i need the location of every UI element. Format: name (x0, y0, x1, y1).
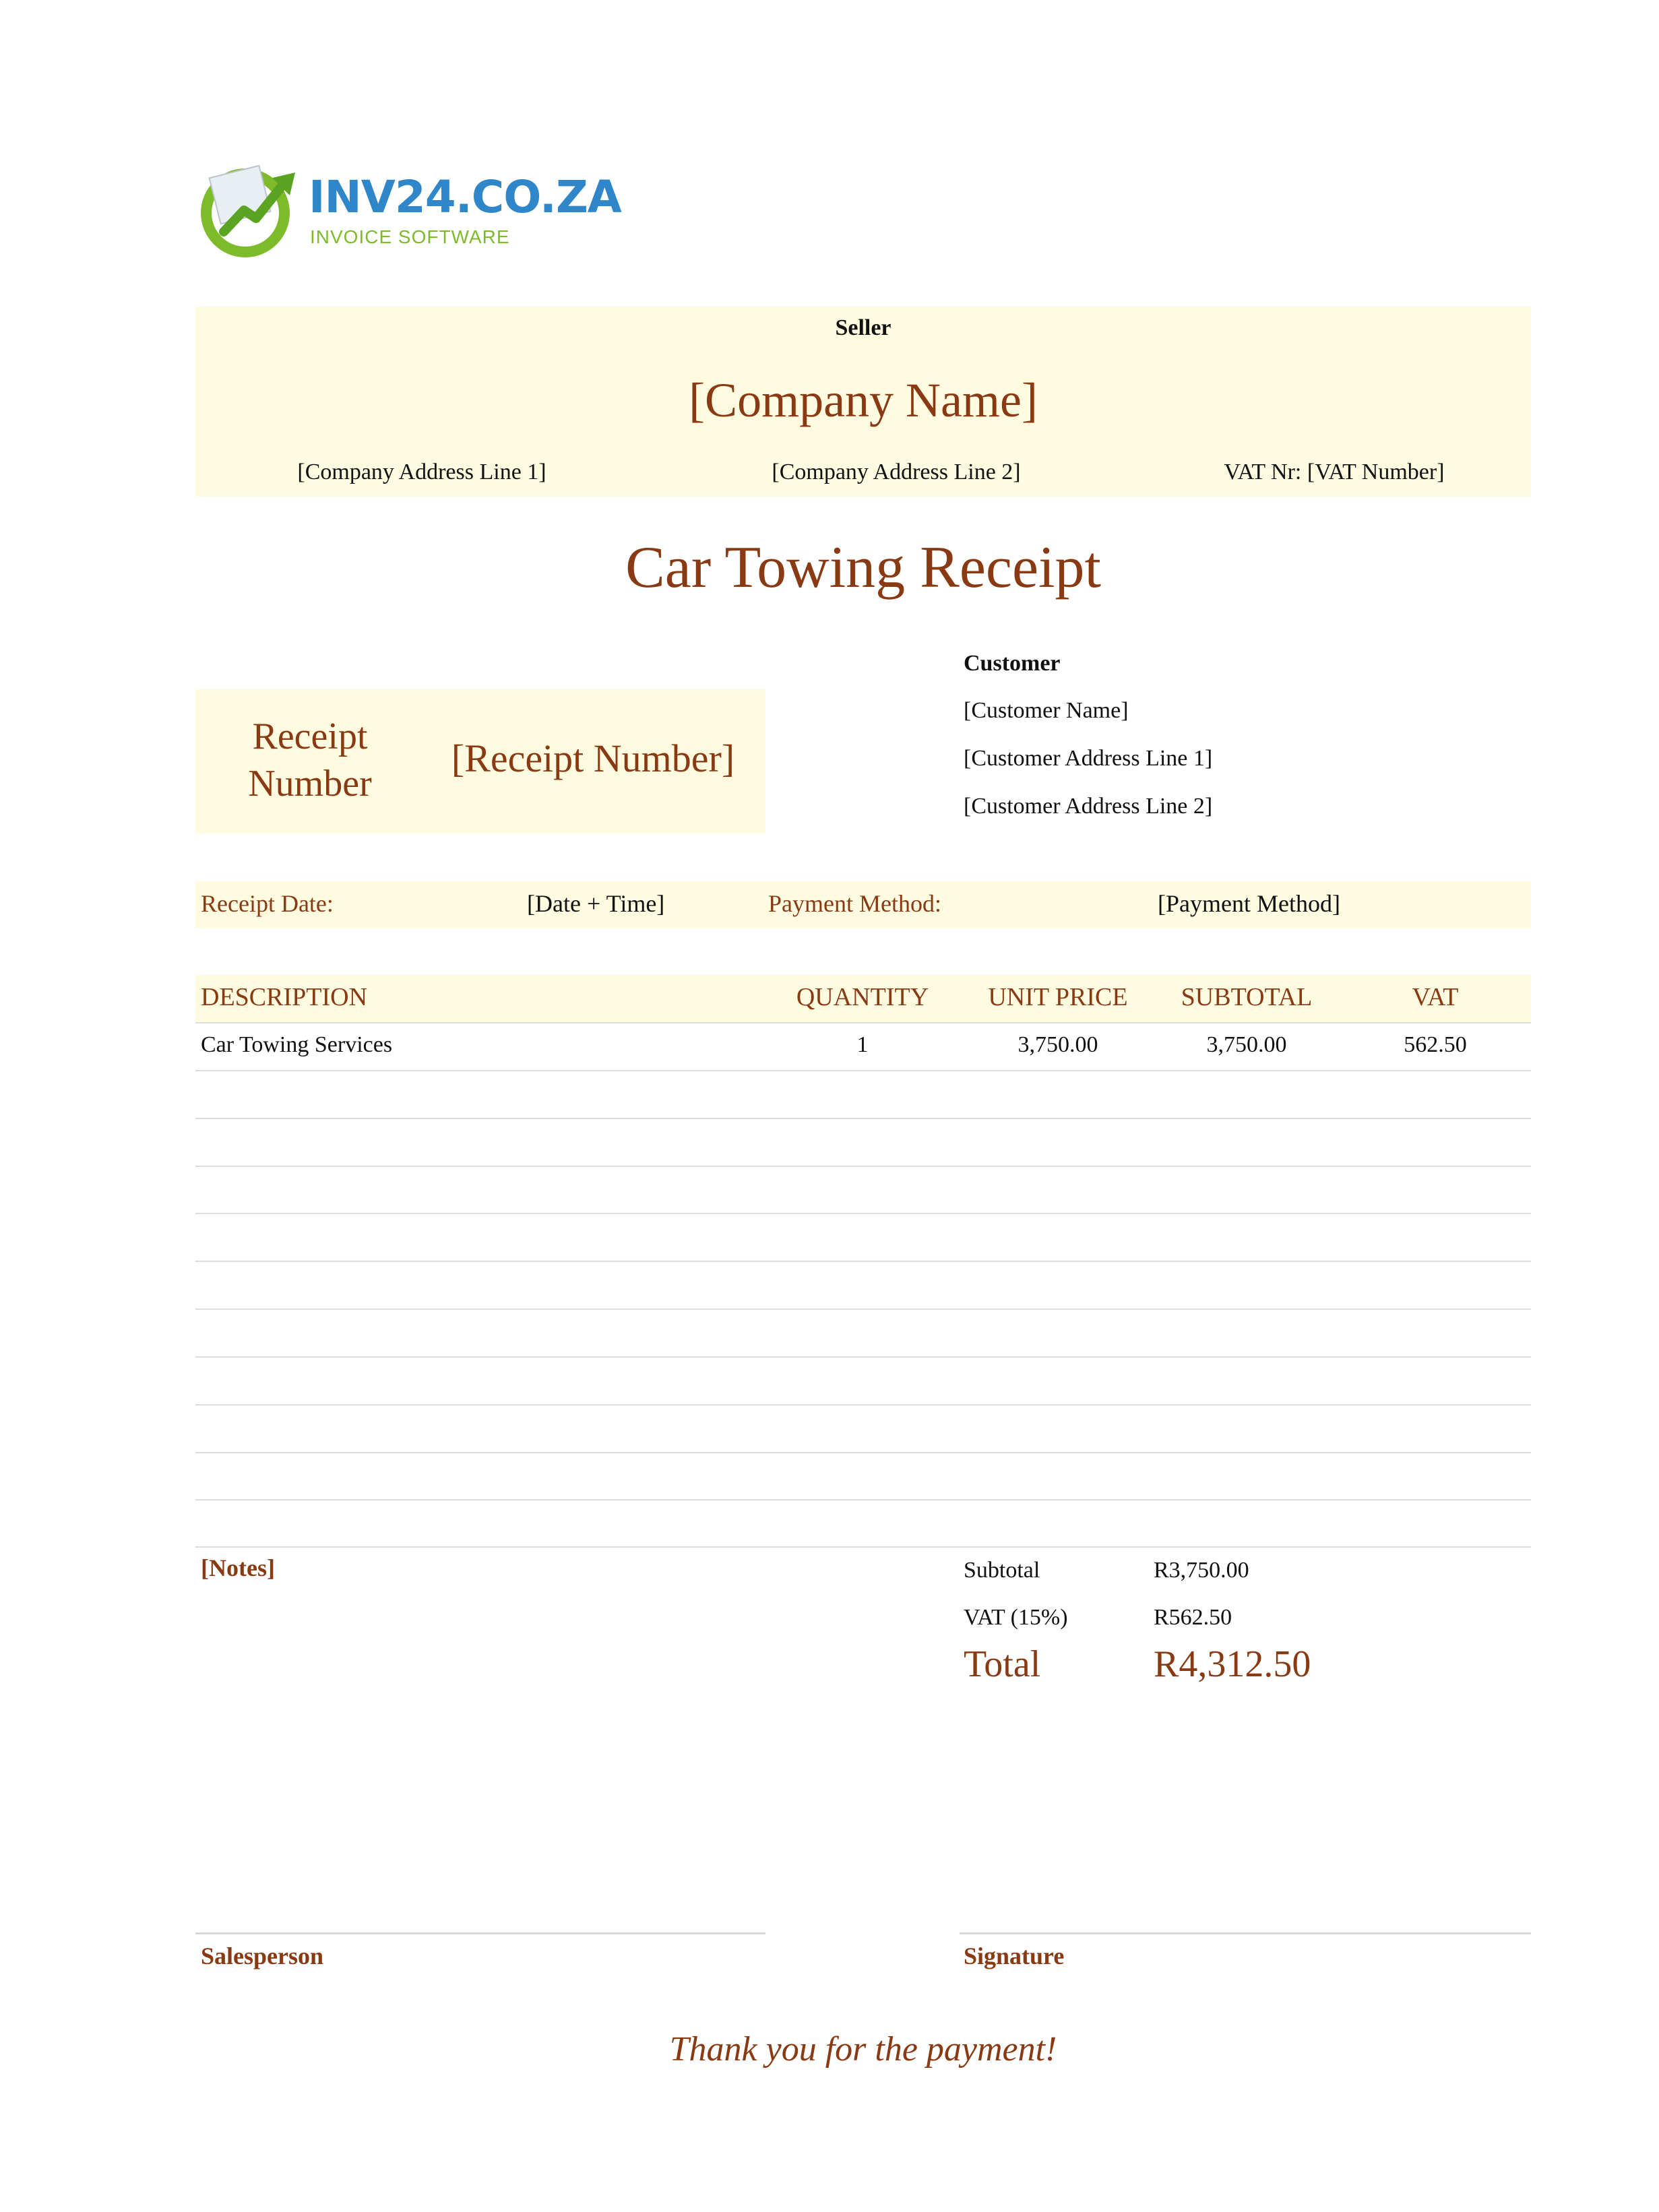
col-subtotal-header: SUBTOTAL (1181, 983, 1313, 1011)
vat-total-label: VAT (15%) (964, 1605, 1068, 1630)
receipt-date-value: [Date + Time] (527, 890, 665, 917)
item-quantity: 1 (856, 1032, 869, 1057)
col-description-header: DESCRIPTION (201, 983, 368, 1011)
table-row-line (195, 1308, 1531, 1310)
salesperson-line (195, 1932, 765, 1934)
subtotal-value: R3,750.00 (1154, 1558, 1249, 1583)
customer-address-line-2: [Customer Address Line 2] (964, 794, 1213, 819)
table-row-line (195, 1261, 1531, 1262)
item-description: Car Towing Services (201, 1032, 393, 1057)
item-subtotal: 3,750.00 (1206, 1032, 1287, 1057)
thank-you-message: Thank you for the payment! (669, 2030, 1057, 2068)
table-row-line (195, 1499, 1531, 1500)
table-row-line (195, 1452, 1531, 1453)
salesperson-label: Salesperson (201, 1942, 324, 1969)
table-row-line (195, 1356, 1531, 1358)
table-row-line (195, 1404, 1531, 1405)
receipt-date-label: Receipt Date: (201, 890, 334, 917)
company-address-line-1: [Company Address Line 1] (297, 460, 546, 484)
table-row-line (195, 1022, 1531, 1023)
table-row-line (195, 1166, 1531, 1167)
receipt-number-label-line1: Receipt (252, 716, 368, 757)
logo-icon (197, 158, 305, 259)
item-vat: 562.50 (1404, 1032, 1467, 1057)
vat-total-value: R562.50 (1154, 1605, 1232, 1630)
payment-method-label: Payment Method: (768, 890, 941, 917)
total-label: Total (964, 1643, 1041, 1685)
document-title: Car Towing Receipt (625, 535, 1101, 600)
item-unit-price: 3,750.00 (1018, 1032, 1098, 1057)
signature-line (960, 1932, 1531, 1934)
logo-sub-text: INVOICE SOFTWARE (310, 226, 510, 247)
company-logo (197, 158, 621, 259)
receipt-number-label (216, 713, 404, 807)
customer-name: [Customer Name] (964, 698, 1129, 723)
payment-method-value: [Payment Method] (1158, 890, 1340, 917)
notes: [Notes] (201, 1554, 275, 1581)
total-value: R4,312.50 (1154, 1643, 1311, 1685)
receipt-number-value: [Receipt Number] (451, 736, 735, 780)
customer-label: Customer (964, 651, 1061, 676)
col-unit-price-header: UNIT PRICE (988, 983, 1128, 1011)
vat-number: VAT Nr: [VAT Number] (1224, 460, 1445, 484)
table-row-line (195, 1118, 1531, 1119)
company-address-line-2: [Company Address Line 2] (772, 460, 1021, 484)
col-quantity-header: QUANTITY (796, 983, 929, 1011)
table-row-line (195, 1546, 1531, 1548)
company-name: [Company Name] (689, 373, 1038, 427)
table-row-line (195, 1213, 1531, 1214)
logo-main-text: INV24.CO.ZA (309, 171, 621, 223)
signature-label: Signature (964, 1942, 1065, 1969)
seller-label: Seller (835, 315, 891, 340)
subtotal-label: Subtotal (964, 1558, 1040, 1583)
col-vat-header: VAT (1412, 983, 1459, 1011)
table-row-line (195, 1070, 1531, 1071)
receipt-number-label-line2: Number (248, 763, 372, 804)
customer-address-line-1: [Customer Address Line 1] (964, 746, 1213, 771)
